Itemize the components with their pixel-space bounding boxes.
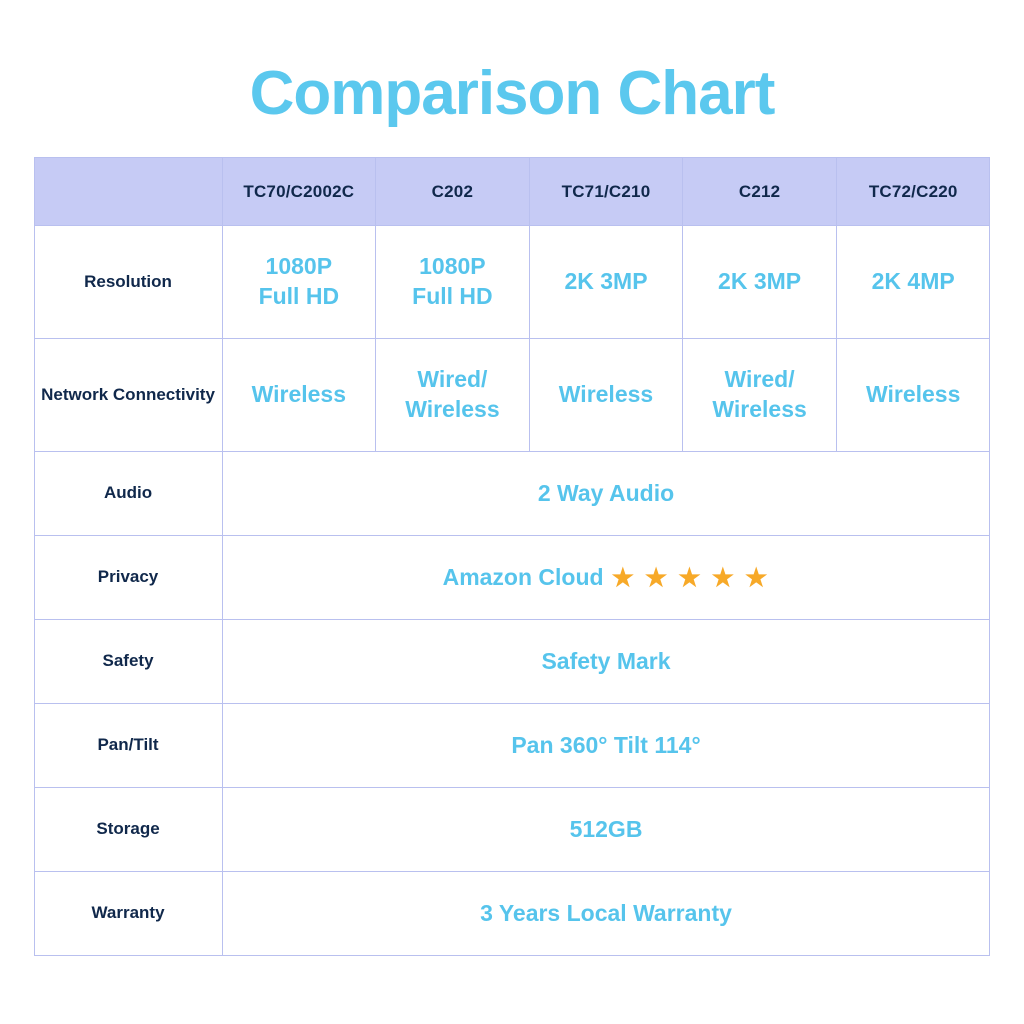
- table-row: [34, 536, 990, 620]
- column-header-4: C212: [683, 158, 837, 226]
- table-row: [34, 788, 990, 872]
- cell-network-1: Wireless: [222, 339, 376, 452]
- cell-resolution-2: 1080P Full HD: [376, 226, 530, 339]
- privacy-text: Amazon Cloud: [442, 563, 604, 590]
- cell-resolution-5: 2K 4MP: [836, 226, 990, 339]
- cell-resolution-4: 2K 3MP: [683, 226, 837, 339]
- privacy-content: [443, 562, 770, 595]
- table-corner-cell: [34, 158, 222, 226]
- cell-resolution-3: 2K 3MP: [529, 226, 683, 339]
- row-label-resolution: Resolution: [34, 226, 222, 339]
- row-label-warranty: Warranty: [34, 872, 222, 956]
- cell-network-3: Wireless: [529, 339, 683, 452]
- cell-pan-tilt-value: Pan 360° Tilt 114°: [222, 704, 990, 788]
- table-header: [34, 158, 990, 226]
- cell-network-4: Wired/ Wireless: [683, 339, 837, 452]
- cell-network-2: Wired/ Wireless: [376, 339, 530, 452]
- column-header-5: TC72/C220: [836, 158, 990, 226]
- table-row: [34, 872, 990, 956]
- cell-audio-value: 2 Way Audio: [222, 452, 990, 536]
- row-label-network-connectivity: Network Connectivity: [34, 339, 222, 452]
- row-label-audio: Audio: [34, 452, 222, 536]
- cell-warranty-value: 3 Years Local Warranty: [222, 872, 990, 956]
- row-label-storage: Storage: [34, 788, 222, 872]
- table-body: [34, 226, 990, 956]
- row-label-safety: Safety: [34, 620, 222, 704]
- cell-storage-value: 512GB: [222, 788, 990, 872]
- table-header-row: [34, 158, 990, 226]
- column-header-2: C202: [376, 158, 530, 226]
- table-row: [34, 339, 990, 452]
- column-header-1: TC70/C2002C: [222, 158, 376, 226]
- comparison-table: [34, 157, 991, 956]
- row-label-pan-tilt: Pan/Tilt: [34, 704, 222, 788]
- cell-privacy-value: [222, 536, 990, 620]
- column-header-3: TC71/C210: [529, 158, 683, 226]
- table-row: [34, 704, 990, 788]
- cell-resolution-1: 1080P Full HD: [222, 226, 376, 339]
- star-rating-icon: ★ ★ ★ ★ ★: [611, 563, 770, 592]
- row-label-privacy: Privacy: [34, 536, 222, 620]
- table-row: [34, 226, 990, 339]
- table-row: [34, 620, 990, 704]
- table-row: [34, 452, 990, 536]
- cell-network-5: Wireless: [836, 339, 990, 452]
- page-title: Comparison Chart: [249, 59, 775, 128]
- cell-safety-value: Safety Mark: [222, 620, 990, 704]
